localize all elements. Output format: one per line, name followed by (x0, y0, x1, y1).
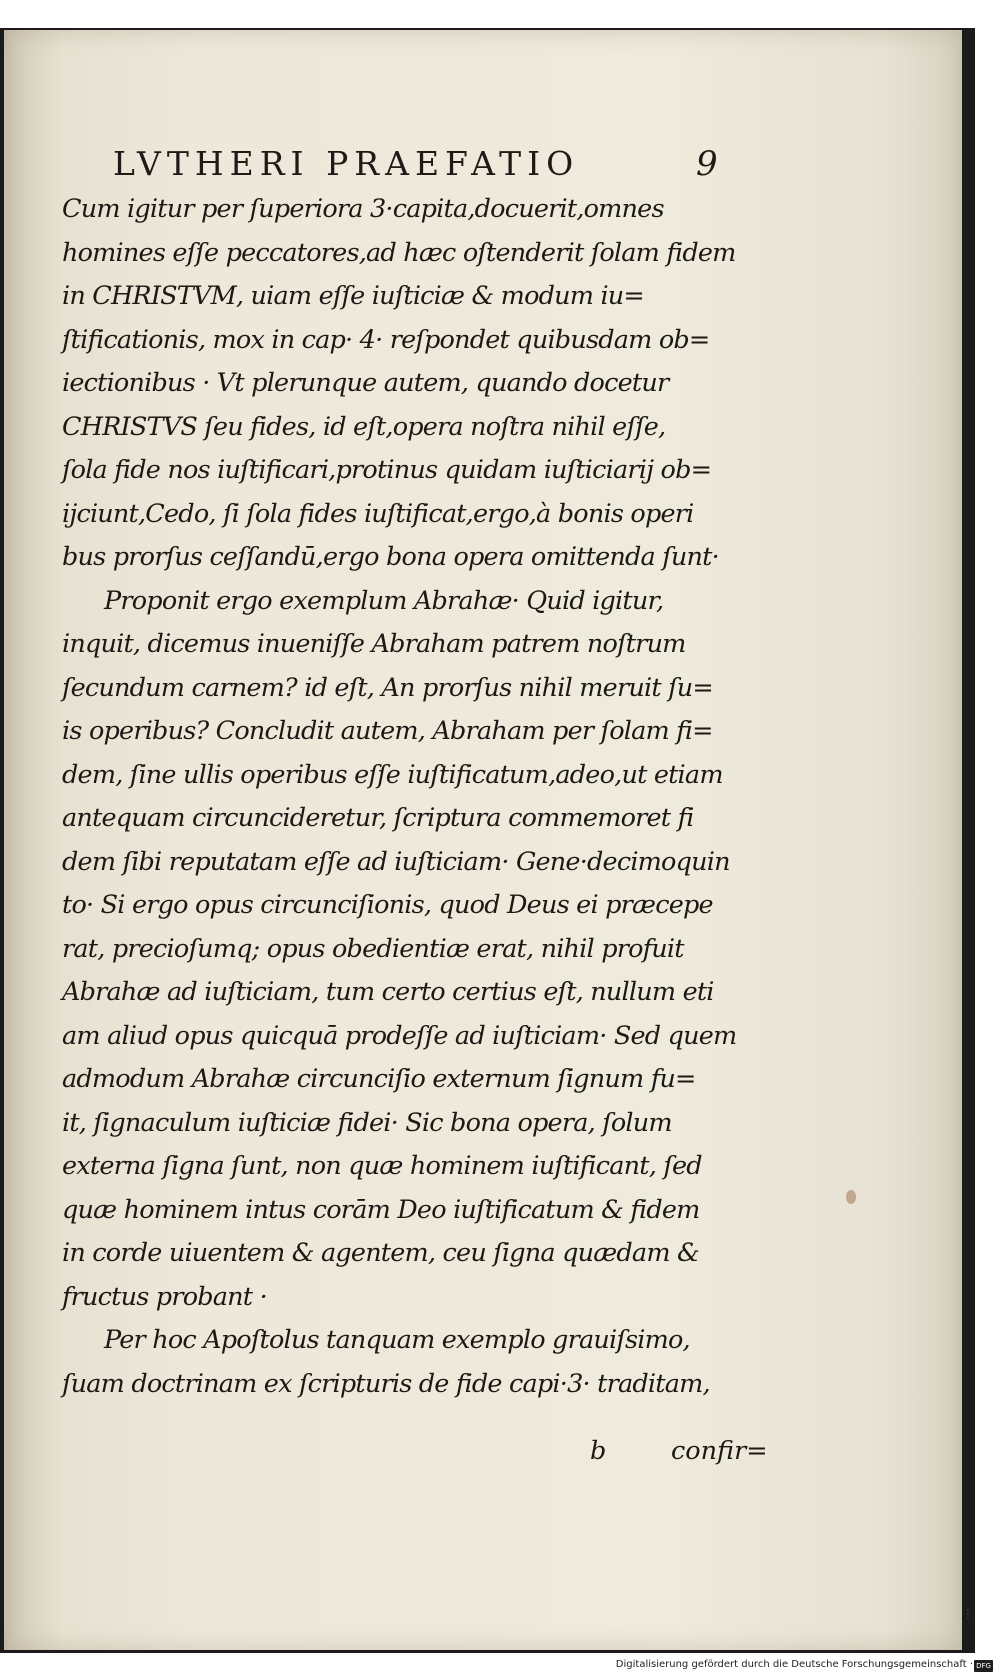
running-head-title: LVTHERI PRAEFATIO (113, 144, 580, 183)
text-line: dem ſibi reputatam eſſe ad iuſticiam· Gene·decimoquin (62, 846, 730, 877)
corner-dots: ⁝ (965, 1604, 971, 1625)
text-line: admodum Abrahæ circunciſio externum ſignum fu= (62, 1064, 696, 1094)
text-line: antequam circuncideretur, ſcriptura commemoret fi (62, 803, 694, 833)
text-line: dem, ſine ullis operibus eſſe iuſtificatum,adeo,ut etiam (62, 759, 723, 790)
text-line: CHRISTVS ſeu fides, id eſt,opera noſtra nihil eſſe, (62, 411, 666, 442)
paragraph-start-line: Proponit ergo exemplum Abrahæ· Quid igitur, (104, 585, 664, 616)
text-line: homines eſſe peccatores,ad hæc oſtenderit ſolam fidem (62, 237, 736, 268)
text-line: ijciunt,Cedo, ſi ſola fides iuſtificat,ergo,à bonis operi (62, 498, 694, 529)
text-line: in corde uiuentem & agentem, ceu ſigna quædam & (62, 1238, 699, 1268)
paragraph-start-line: Per hoc Apoſtolus tanquam exemplo grauiſsimo, (104, 1325, 690, 1355)
text-line: is operibus? Concludit autem, Abraham per ſolam fi= (62, 716, 713, 746)
dfg-logo: DFG (974, 1660, 993, 1672)
text-line: bus prorſus ceſſandū,ergo bona opera omittenda ſunt· (62, 542, 719, 572)
running-head (113, 142, 743, 192)
text-line: fructus probant · (62, 1281, 267, 1312)
text-line: it, ſignaculum iuſticiæ fidei· Sic bona opera, ſolum (62, 1107, 672, 1138)
text-line: am aliud opus quicquā prodeſſe ad iuſticiam· Sed quem (62, 1020, 737, 1051)
digitization-credit: Digitalisierung gefördert durch die Deutsche Forschungsgemeinschaft · (615, 1659, 973, 1670)
text-line: in CHRISTVM, uiam eſſe iuſticiæ & modum iu= (62, 281, 644, 311)
text-line: iectionibus · Vt plerunque autem, quando docetur (62, 368, 669, 398)
text-line: quæ hominem intus corām Deo iuſtificatum & fidem (62, 1194, 700, 1225)
catchword: confir= (671, 1436, 768, 1466)
paper-stain (846, 1190, 856, 1204)
text-line: externa ſigna ſunt, non quæ hominem iuſtificant, ſed (62, 1151, 702, 1181)
body-text (62, 188, 774, 1406)
text-line: Abrahæ ad iuſticiam, tum certo certius eſt, nullum eti (62, 977, 714, 1007)
page-footer (62, 1428, 774, 1474)
text-line: ſecundum carnem? id eſt, An prorſus nihil meruit ſu= (62, 672, 713, 703)
text-line: to· Si ergo opus circunciſionis, quod Deus ei præcepe (62, 890, 713, 920)
page-number: 9 (696, 144, 718, 184)
text-line: Cum igitur per ſuperiora 3·capita,docuerit,omnes (62, 194, 664, 224)
signature-mark: b (590, 1436, 607, 1466)
text-line: ſuam doctrinam ex ſcripturis de fide capi·3· traditam, (62, 1368, 710, 1399)
text-line: rat, precioſumq; opus obedientiæ erat, nihil profuit (62, 933, 684, 964)
text-line: inquit, dicemus inueniſſe Abraham patrem noſtrum (62, 629, 686, 659)
text-line: ſola fide nos iuſtificari,protinus quidam iuſticiarij ob= (62, 455, 712, 485)
text-line: ſtificationis, mox in cap· 4· reſpondet quibusdam ob= (62, 324, 710, 355)
